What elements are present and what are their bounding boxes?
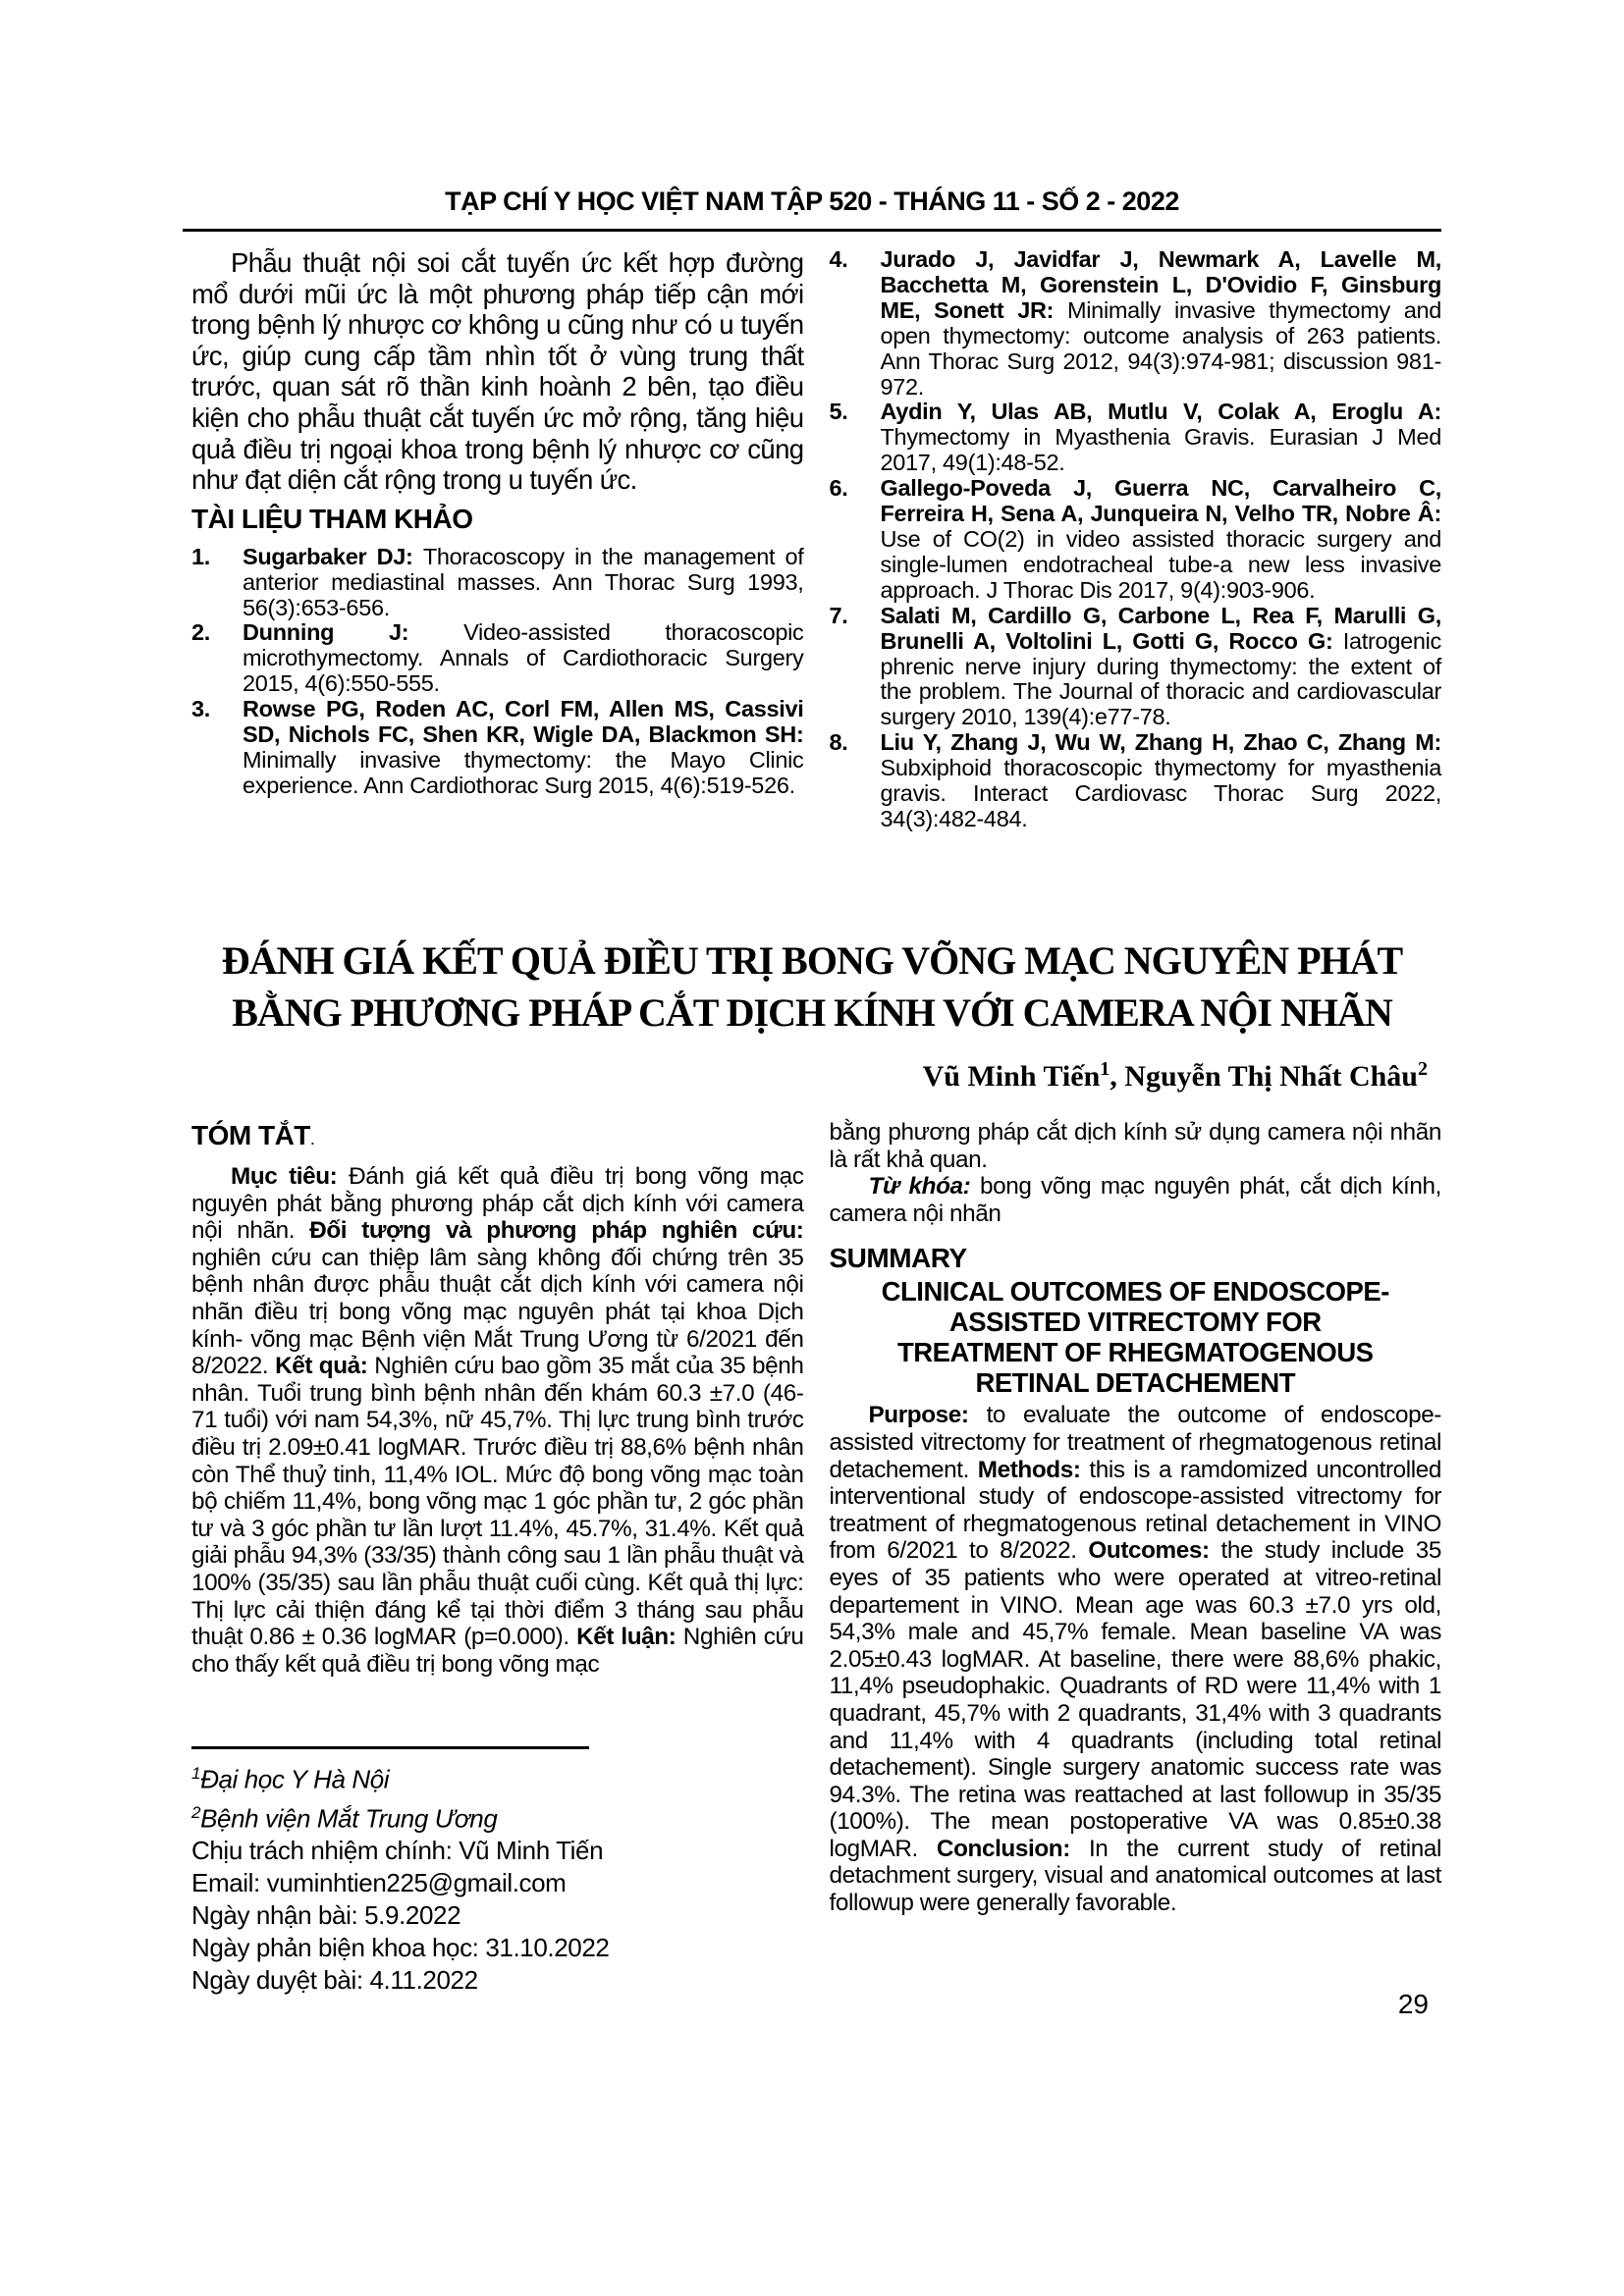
abstract-heading-dot: .: [309, 1129, 315, 1148]
footnote-affiliation-1: $^1$Đại học Y Hà Nội: [191, 1764, 390, 1794]
column-right: [830, 247, 1442, 832]
journal-header: TẠP CHÍ Y HỌC VIỆT NAM TẬP 520 - THÁNG 11 - SỐ 2 - 2022: [445, 187, 1179, 216]
footnote-divider: [191, 1746, 589, 1749]
article1-closing-paragraph: Phẫu thuật nội soi cắt tuyến ức kết hợp đường mổ dưới mũi ức là một phương pháp tiếp cận mới trong bệnh lý nhược cơ không u cũng như có u tuyến ức, giúp cung cấp tầm nhìn tốt ở vùng trung thất trước, quan sát rõ thần kinh hoành 2 bên, tạo điều kiện cho phẫu thuật cắt tuyến ức mở rộng, tăng hiệu quả điều trị ngoại khoa trong bệnh lý nhược cơ cũng như đạt diện cắt rộng trong u tuyến ức.: [191, 247, 804, 496]
summary-title-line-3: TREATMENT OF RHEGMATOGENOUS: [896, 1337, 1374, 1368]
column-left: [191, 247, 804, 832]
references-list-left: [191, 545, 804, 799]
reference-item: 2. Dunning J: Video-assisted thoracoscopic microthymectomy. Annals of Cardiothoracic Surgery 2015, 4(6):550-555.: [191, 619, 804, 697]
footnote-affiliation-2: $^2$Bệnh viện Mắt Trung Ương: [191, 1802, 498, 1834]
footnote-email: Email: vuminhtien225@gmail.com: [191, 1868, 567, 1898]
abstract-vi-part1: Mục tiêu: Đánh giá kết quả điều trị bong võng mạc nguyên phát bằng phương pháp cắt dịch kính với camera nội nhãn. Đối tượng và phương pháp nghiên cứu: nghiên cứu can thiệp lâm sàng không đối chứng trên 35 bệnh nhân được phẫu thuật cắt dịch kính với camera nội nhãn điều trị bong võng mạc nguyên phát tại khoa Dịch kính- võng mạc Bệnh viện Mắt Trung Ương từ 6/2021 đến 8/2022. Kết quả: Nghiên cứu bao gồm 35 mắt của 35 bệnh nhân. Tuổi trung bình bệnh nhân đến khám 60.3 ±7.0 (46-71 tuổi) với nam 54,3%, nữ 45,7%. Thị lực trung bình trước điều trị 2.09±0.41 logMAR. Trước điều trị 88,6% bệnh nhân còn Thể thuỷ tinh, 11,4% IOL. Mức độ bong võng mạc toàn bộ chiếm 11,4%, bong võng mạc 1 góc phần tư, 2 góc phần tư và 3 góc phần tư lần lượt 11.4%, 45.7%, 31.4%. Kết quả giải phẫu 94,3% (33/35) thành công sau 1 lần phẫu thuật và 100% (35/35) sau lần phẫu thuật cuối cùng. Kết quả thị lực: Thị lực cải thiện đáng kể tại thời điểm 3 tháng sau phẫu thuật 0.86 ± 0.36 logMAR (p=0.000). Kết luận: Nghiên cứu cho thấy kết quả điều trị bong võng mạc: [191, 1163, 804, 1678]
footnote-corresponding: Chịu trách nhiệm chính: Vũ Minh Tiến: [191, 1836, 604, 1866]
summary-title: [830, 1276, 1442, 1398]
abstract-en: Purpose: to evaluate the outcome of endoscope-assisted vitrectomy for treatment of rhegmatogenous retinal detachement. Methods: this is a ramdomized uncontrolled interventional study of endoscope-assisted vitrectomy for treatment of rhegmatogenous retinal detachement in VINO from 6/2021 to 8/2022. Outcomes: the study include 35 eyes of 35 patients who were operated at vitreo-retinal departement in VINO. Mean age was 60.3 ±7.0 yrs old, 54,3% male and 45,7% female. Mean baseline VA was 2.05±0.43 logMAR. At baseline, there were 88,6% phakic, 11,4% pseudophakic. Quadrants of RD were 11,4% with 1 quadrant, 45,7% with 2 quadrants, 31,4% with 3 quadrants and 11,4% with 4 quadrants (including total retinal detachement). Single surgery anatomic success rate was 94.3%. The retina was reattached at last followup in 35/35 (100%). The mean postoperative VA was 0.85±0.38 logMAR. Conclusion: In the current study of retinal detachment surgery, visual and anatomical outcomes at last followup were generally favorable.: [829, 1402, 1442, 1917]
reference-item: 3. Rowse PG, Roden AC, Corl FM, Allen MS, Cassivi SD, Nichols FC, Shen KR, Wigle DA, Blackmon SH: Minimally invasive thymectomy: the Mayo Clinic experience. Ann Cardiothorac Surg 2015, 4(6):519-526.: [191, 696, 804, 798]
references-list-right: [830, 247, 1442, 832]
summary-title-line-1: CLINICAL OUTCOMES OF ENDOSCOPE-: [881, 1276, 1389, 1308]
reference-item: 5. Aydin Y, Ulas AB, Mutlu V, Colak A, Eroglu A: Thymectomy in Myasthenia Gravis. Eurasian J Med 2017, 49(1):48-52.: [829, 399, 1441, 476]
abstract-heading-vi-text: TÓM TẮT: [191, 1120, 310, 1150]
footnote-review-date: Ngày phản biện khoa học: 31.10.2022: [191, 1933, 610, 1963]
reference-item: 1. Sugarbaker DJ: Thoracoscopy in the management of anterior mediastinal masses. Ann Thorac Surg 1993, 56(3):653-656.: [191, 543, 804, 620]
reference-item: 7. Salati M, Cardillo G, Carbone L, Rea F, Marulli G, Brunelli A, Voltolini L, Gotti G, Rocco G: Iatrogenic phrenic nerve injury during thymectomy: the extent of the problem. The Journal of thoracic and cardiovascular surgery 2010, 139(4):e77-78.: [829, 602, 1441, 730]
footnote-accepted-date: Ngày duyệt bài: 4.11.2022: [191, 1965, 478, 1996]
footnote-received-date: Ngày nhận bài: 5.9.2022: [191, 1900, 461, 1931]
article-title-line-2: BẰNG PHƯƠNG PHÁP CẮT DỊCH KÍNH VỚI CAMERA NỘI NHÃN: [232, 990, 1392, 1035]
reference-item: 4. Jurado J, Javidfar J, Newmark A, Lavelle M, Bacchetta M, Gorenstein L, D'Ovidio F, Ginsburg ME, Sonett JR: Minimally invasive thymectomy and open thymectomy: outcome analysis of 263 patients. Ann Thorac Surg 2012, 94(3):974-981; discussion 981-972.: [829, 246, 1442, 400]
summary-title-line-2: ASSISTED VITRECTOMY FOR: [948, 1307, 1322, 1338]
footnote-block: [191, 1746, 804, 1997]
reference-item: 8. Liu Y, Zhang J, Wu W, Zhang H, Zhao C, Zhang M: Subxiphoid thoracoscopic thymectomy for myasthenia gravis. Interact Cardiovasc Thorac Surg 2022, 34(3):482-484.: [829, 729, 1441, 831]
article-title-line-1: ĐÁNH GIÁ KẾT QUẢ ĐIỀU TRỊ BONG VÕNG MẠC NGUYÊN PHÁT: [221, 938, 1403, 983]
header-divider: [183, 229, 1441, 232]
summary-title-line-4: RETINAL DETACHEMENT: [975, 1367, 1296, 1399]
keywords-line: Từ khóa: bong võng mạc nguyên phát, cắt dịch kính, camera nội nhãn: [829, 1173, 1441, 1227]
page-number: 29: [1397, 1989, 1429, 2019]
references-heading: TÀI LIỆU THAM KHẢO: [191, 503, 473, 534]
summary-heading: SUMMARY: [829, 1243, 967, 1274]
section-previous-article: [191, 247, 1441, 832]
reference-item: 6. Gallego-Poveda J, Guerra NC, Carvalheiro C, Ferreira H, Sena A, Junqueira N, Velho TR, Nobre Â: Use of CO(2) in video assisted thoracic surgery and single-lumen endotracheal tube-a new less invasive approach. J Thorac Dis 2017, 9(4):903-906.: [829, 475, 1441, 603]
authors-line: Vũ Minh Tiến$^1$, Nguyễn Thị Nhất Châu$^2$: [922, 1058, 1428, 1093]
abstract-column-right: [830, 1119, 1442, 1917]
abstract-heading-vi: [191, 1119, 804, 1155]
abstract-vi-part2: bằng phương pháp cắt dịch kính sử dụng camera nội nhãn là rất khả quan.: [829, 1119, 1441, 1173]
article-title: [0, 934, 1624, 1039]
